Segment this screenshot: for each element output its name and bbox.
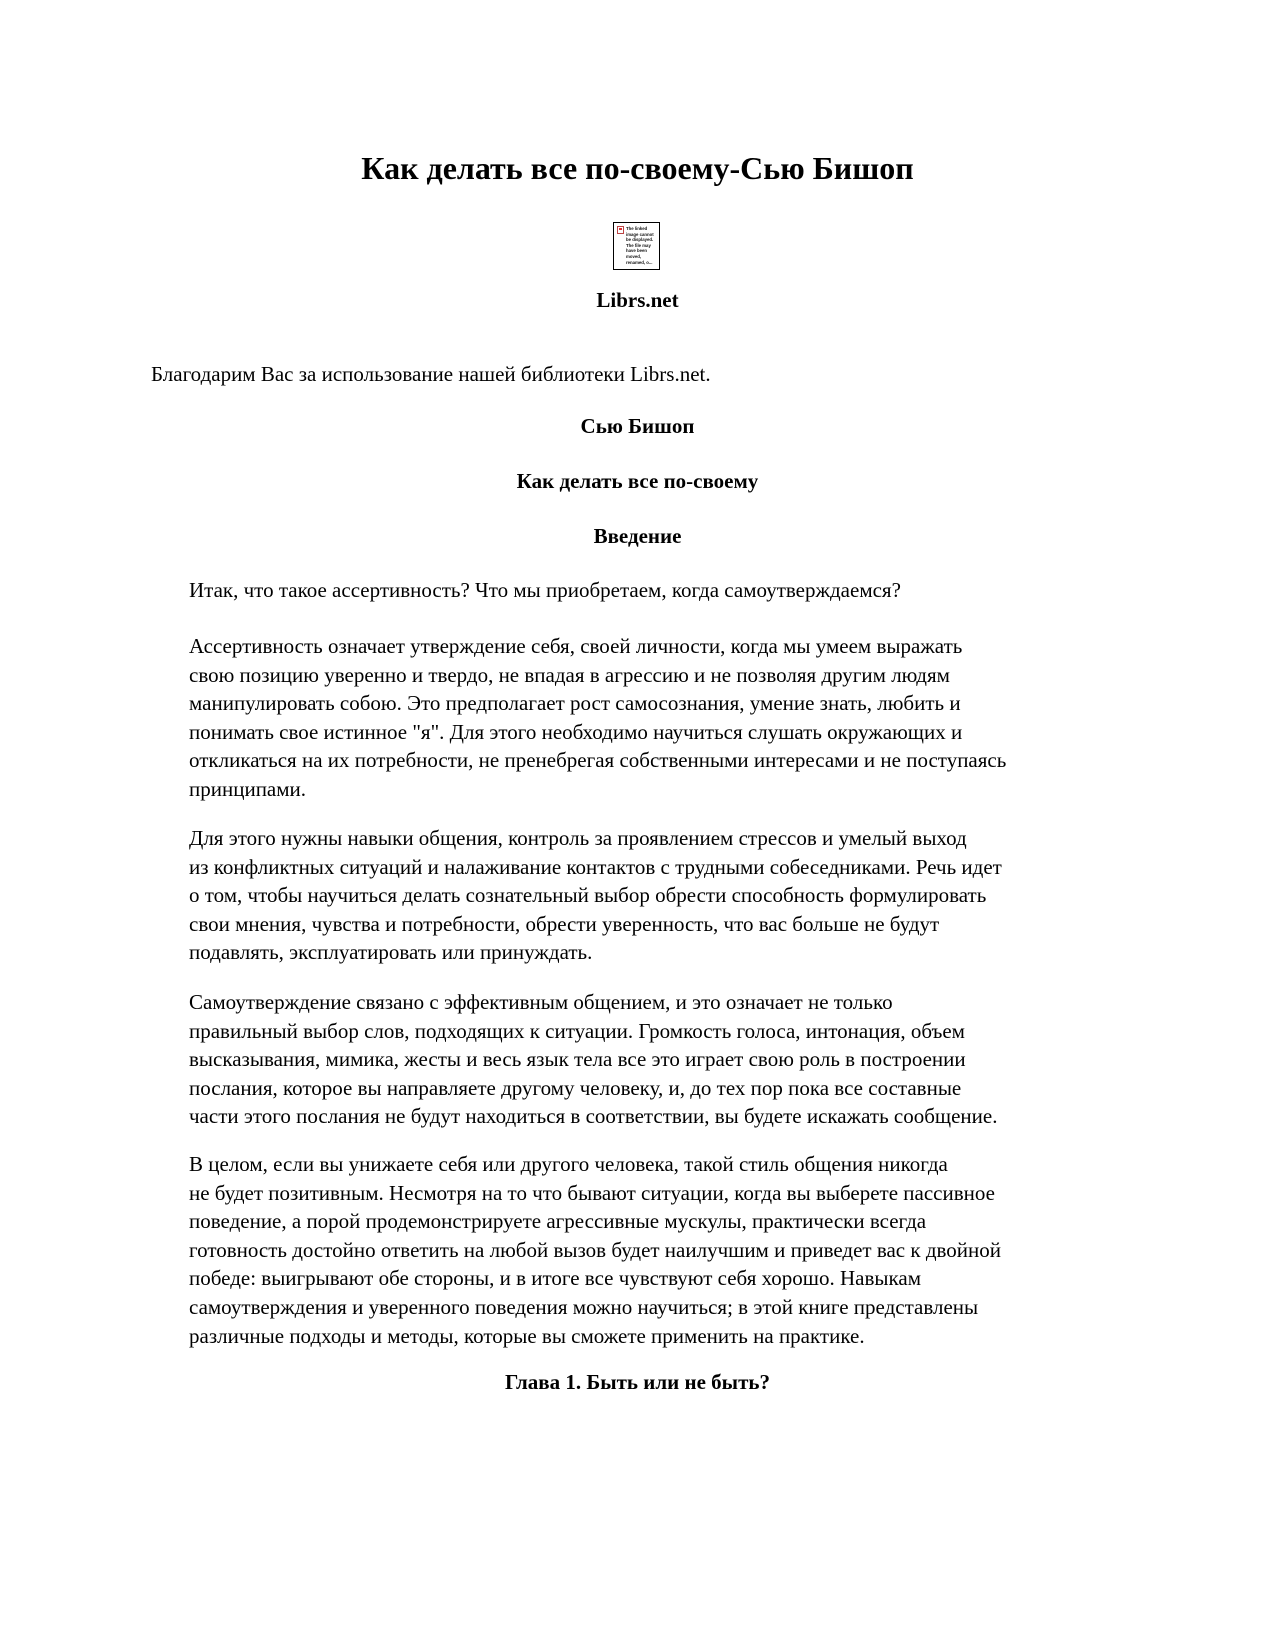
paragraph-5 [151, 1150, 1123, 1350]
paragraph-line: понимать свое истинное "я". Для этого необходимо научиться слушать окружающих и [189, 719, 963, 744]
broken-image-icon [617, 226, 624, 234]
paragraph-1 [151, 576, 1123, 605]
paragraph-line: свои мнения, чувства и потребности, обрести уверенность, что вас больше не будут [189, 911, 940, 936]
paragraph-line: самоутверждения и уверенного поведения можно научиться; в этой книге представлены [189, 1294, 979, 1319]
paragraph-line: послания, которое вы направляете другому человеку, и, до тех пор пока все составные [189, 1075, 962, 1100]
paragraph-line: откликаться на их потребности, не пренебрегая собственными интересами и не поступаясь [189, 748, 1007, 773]
paragraph-line: части этого послания не будут находиться в соответствии, вы будете искажать сообщение. [189, 1104, 998, 1129]
paragraph-line: правильный выбор слов, подходящих к ситуации. Громкость голоса, интонация, объем [189, 1018, 965, 1043]
paragraph-4 [151, 988, 1123, 1131]
paragraph-line: Для этого нужны навыки общения, контроль за проявлением стрессов и умелый выход [189, 826, 967, 850]
site-name: Librs.net [596, 288, 679, 312]
paragraph-line: высказывания, мимика, жесты и весь язык тела все это играет свою роль в построении [189, 1047, 966, 1072]
section-heading: Введение [593, 524, 682, 548]
paragraph-line: не будет позитивным. Несмотря на то что бывают ситуации, когда вы выберете пассивное [189, 1180, 995, 1205]
paragraph-line: Итак, что такое ассертивность? Что мы приобретаем, когда самоутверждаемся? [189, 578, 901, 602]
broken-image-placeholder [613, 222, 660, 270]
paragraph-line: манипулировать собою. Это предполагает рост самосознания, умение знать, любить и [189, 691, 961, 716]
paragraph-line: свою позицию уверенно и твердо, не впадая в агрессию и не позволяя другим людям [189, 662, 950, 687]
paragraph-line: принципами. [189, 776, 307, 801]
paragraph-line: о том, чтобы научиться делать сознательный выбор обрести способность формулировать [189, 883, 987, 908]
paragraph-line: Ассертивность означает утверждение себя, своей личности, когда мы умеем выражать [189, 634, 963, 658]
book-title: Как делать все по-своему [516, 469, 759, 493]
paragraph-line: из конфликтных ситуаций и налаживание контактов с трудными собеседниками. Речь идет [189, 854, 1002, 879]
paragraph-line: различные подходы и методы, которые вы сможете применить на практике. [189, 1323, 865, 1348]
paragraph-line: В целом, если вы унижаете себя или другого человека, такой стиль общения никогда [189, 1152, 948, 1176]
paragraph-line: поведение, а порой продемонстрируете агрессивные мускулы, практически всегда [189, 1209, 927, 1234]
chapter-heading: Глава 1. Быть или не быть? [504, 1370, 771, 1394]
image-alt-text: The linked image cannot be displayed. The file may have been moved, renamed, o... [626, 226, 654, 265]
thanks-line: Благодарим Вас за использование нашей библиотеки Librs.net. [151, 362, 711, 386]
document-title: Как делать все по-своему-Сью Бишоп [361, 150, 914, 186]
paragraph-line: подавлять, эксплуатировать или принуждать. [189, 940, 593, 965]
author-name: Сью Бишоп [580, 414, 695, 438]
paragraph-3 [151, 824, 1123, 967]
paragraph-line: Самоутверждение связано с эффективным общением, и это означает не только [189, 990, 893, 1014]
paragraph-line: победе: выигрывают обе стороны, и в итоге все чувствуют себя хорошо. Навыкам [189, 1266, 921, 1291]
paragraph-line: готовность достойно ответить на любой вызов будет наилучшим и приведет вас к двойной [189, 1237, 1001, 1262]
paragraph-2 [151, 632, 1123, 804]
